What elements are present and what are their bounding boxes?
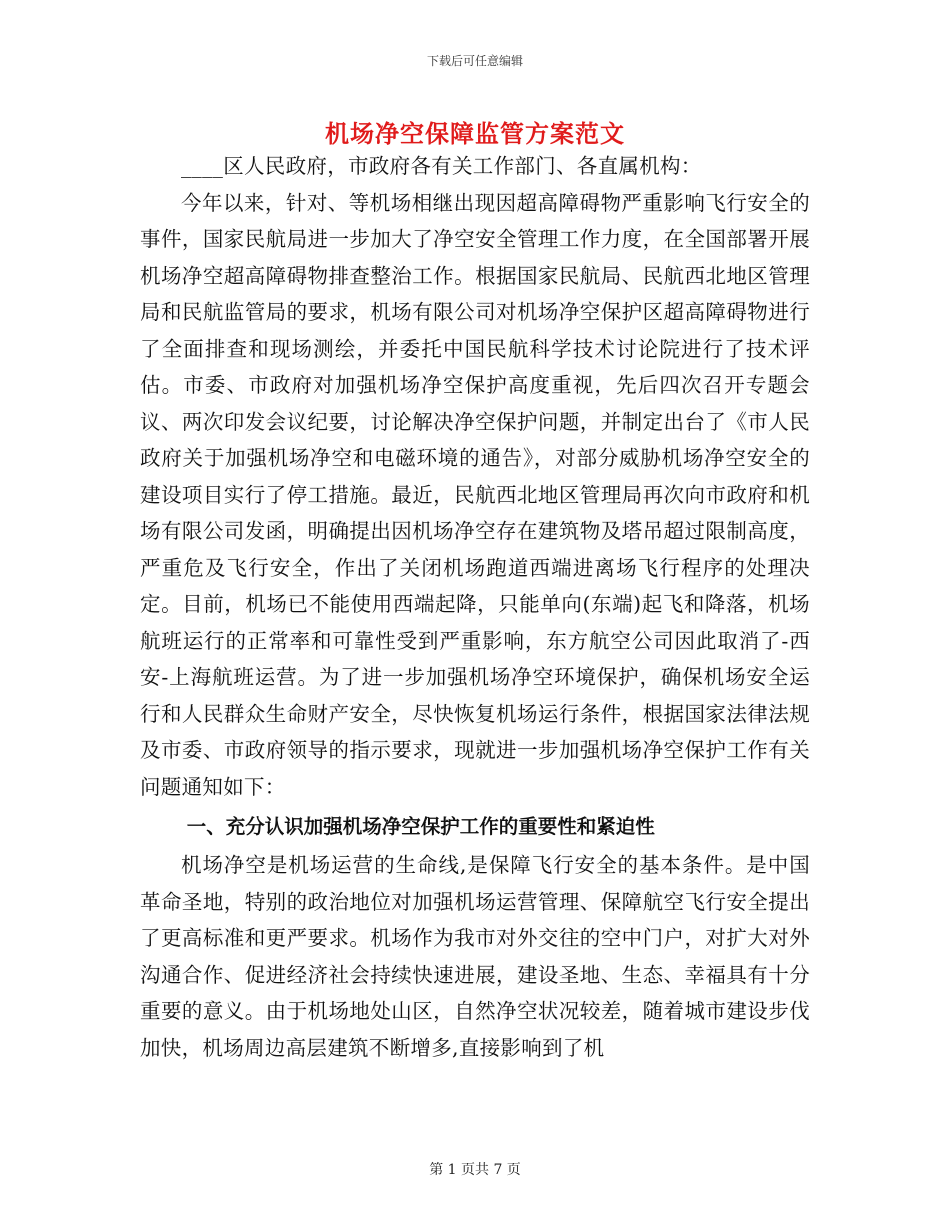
page-number-footer: 第 1 页共 7 页 (429, 1162, 521, 1178)
document-title: 机场净空保障监管方案范文 (325, 119, 625, 148)
header-note: 下载后可任意编辑 (426, 54, 523, 68)
salutation: ____区人民政府，市政府各有关工作部门、各直属机构： (181, 154, 702, 178)
paragraph-section-1: 机场净空是机场运营的生命线,是保障飞行安全的基本条件。是中国革命圣地，特别的政治地位对加强机场运营管理、保障航空飞行安全提出了更高标准和更严要求。机场作为我市对外交往的空中门户，对扩大对外沟通合作、促进经济社会持续快速进展，建设圣地、生态、幸福具有十分重要的意义。由于机场地处山区，自然净空状况较差，随着城市建设步伐加快，机场周边高层建筑不断增多,直接影响到了机 (140, 853, 810, 1060)
paragraph-intro: 今年以来，针对、等机场相继出现因超高障碍物严重影响飞行安全的事件，国家民航局进一步加大了净空安全管理工作力度，在全国部署开展机场净空超高障碍物排查整治工作。根据国家民航局、民航西北地区管理局和民航监管局的要求，机场有限公司对机场净空保护区超高障碍物进行了全面排查和现场测绘，并委托中国民航科学技术讨论院进行了技术评估。市委、市政府对加强机场净空保护高度重视，先后四次召开专题会议、两次印发会议纪要，讨论解决净空保护问题，并制定出台了《市人民政府关于加强机场净空和电磁环境的通告》，对部分威胁机场净空安全的建设项目实行了停工措施。最近，民航西北地区管理局再次向市政府和机场有限公司发函，明确提出因机场净空存在建筑物及塔吊超过限制高度，严重危及飞行安全，作出了关闭机场跑道西端进离场飞行程序的处理决定。目前，机场已不能使用西端起降，只能单向(东端)起飞和降落，机场航班运行的正常率和可靠性受到严重影响，东方航空公司因此取消了-西安-上海航班运营。为了进一步加强机场净空环境保护，确保机场安全运行和人民群众生命财产安全，尽快恢复机场运行条件，根据国家法律法规及市委、市政府领导的指示要求，现就进一步加强机场净空保护工作有关问题通知如下： (140, 190, 810, 799)
section-heading-1: 一、充分认识加强机场净空保护工作的重要性和紧迫性 (186, 815, 655, 838)
document-body (140, 148, 810, 1066)
